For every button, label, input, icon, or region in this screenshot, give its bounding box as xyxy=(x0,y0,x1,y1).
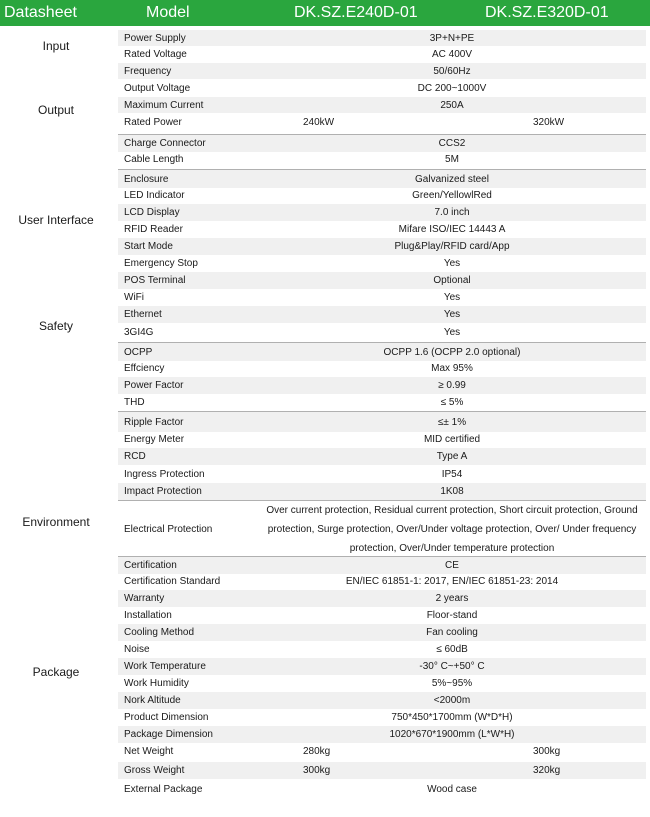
row-parameter: Ingress Protection xyxy=(124,468,205,480)
table-row xyxy=(118,590,646,607)
row-parameter: Noise xyxy=(124,644,150,655)
table-row xyxy=(118,255,646,272)
row-value: DC 200~1000V xyxy=(417,82,487,94)
table-row xyxy=(118,709,646,726)
table-row xyxy=(118,169,646,188)
table-row xyxy=(118,675,646,692)
row-value-model-2: 320kW xyxy=(533,116,565,128)
row-parameter: Net Weight xyxy=(124,746,174,757)
table-row xyxy=(118,63,646,79)
table-row xyxy=(118,726,646,743)
row-value: Green/YellowlRed xyxy=(412,190,492,201)
row-value-model-2: 300kg xyxy=(533,746,561,757)
table-row xyxy=(118,556,646,574)
table-row xyxy=(118,30,646,46)
table-row xyxy=(118,500,646,558)
header-datasheet: Datasheet xyxy=(4,4,77,21)
group-safety: Safety xyxy=(38,319,74,333)
table-row xyxy=(118,360,646,377)
group-output: Output xyxy=(37,103,75,117)
table-row xyxy=(118,306,646,323)
row-value: Yes xyxy=(443,258,461,269)
row-parameter: Power Supply xyxy=(124,32,186,44)
table-row xyxy=(118,97,646,113)
row-parameter: Impact Protection xyxy=(124,486,202,497)
row-value: IP54 xyxy=(441,468,463,480)
table-row xyxy=(118,151,646,168)
row-value: EN/IEC 61851-1: 2017, EN/IEC 61851-23: 2014 xyxy=(345,576,559,587)
row-parameter: Maximum Current xyxy=(124,99,204,111)
table-row xyxy=(118,483,646,500)
table-row xyxy=(118,658,646,675)
row-value-model-1: 300kg xyxy=(303,765,331,776)
row-value: 2 years xyxy=(435,593,469,604)
table-row xyxy=(118,221,646,238)
row-value: ≤± 1% xyxy=(437,416,467,428)
row-value: Mifare ISO/IEC 14443 A xyxy=(398,224,506,235)
row-value: 3P+N+PE xyxy=(429,32,475,44)
row-value: 1K08 xyxy=(440,486,464,497)
table-row xyxy=(118,762,646,779)
row-value: Yes xyxy=(443,326,461,338)
row-value: Floor-stand xyxy=(426,610,478,621)
row-parameter: Gross Weight xyxy=(124,765,185,776)
row-parameter: Certification xyxy=(124,560,177,571)
table-row xyxy=(118,289,646,306)
row-parameter: Installation xyxy=(124,610,172,621)
table-header xyxy=(0,0,650,26)
row-parameter: POS Terminal xyxy=(124,275,186,286)
table-row xyxy=(118,411,646,432)
table-row xyxy=(118,394,646,411)
row-value: ≥ 0.99 xyxy=(438,380,466,391)
row-parameter: LED Indicator xyxy=(124,190,185,201)
row-value-model-1: 240kW xyxy=(303,116,335,128)
table-row xyxy=(118,607,646,624)
table-row xyxy=(118,431,646,448)
row-parameter: Effciency xyxy=(124,363,165,374)
header-model: Model xyxy=(146,4,190,21)
row-parameter: Nork Altitude xyxy=(124,695,181,706)
row-parameter: Energy Meter xyxy=(124,434,185,445)
table-row xyxy=(118,134,646,152)
table-row xyxy=(118,272,646,289)
row-parameter: Charge Connector xyxy=(124,138,206,149)
row-parameter: Ethernet xyxy=(124,309,162,320)
group-package: Package xyxy=(32,665,80,679)
row-parameter: THD xyxy=(124,397,145,408)
header-model-2: DK.SZ.E320D-01 xyxy=(485,4,609,21)
row-value: 1020*670*1900mm (L*W*H) xyxy=(389,729,515,740)
table-row xyxy=(118,377,646,394)
row-parameter: Warranty xyxy=(124,593,165,604)
row-value: CE xyxy=(445,560,459,571)
row-value: 750*450*1700mm (W*D*H) xyxy=(391,712,513,723)
group-user-interface: User Interface xyxy=(18,213,94,227)
table-row xyxy=(118,448,646,465)
group-environment: Environment xyxy=(22,515,90,529)
row-value-model-1: 280kg xyxy=(303,746,331,757)
row-value: AC 400V xyxy=(431,48,473,60)
row-parameter: Rated Voltage xyxy=(124,48,187,60)
row-parameter: 3GI4G xyxy=(124,326,154,338)
row-parameter: RFID Reader xyxy=(124,224,183,235)
row-parameter: Electrical Protection xyxy=(124,524,213,535)
table-row xyxy=(118,743,646,760)
row-value: Galvanized steel xyxy=(415,173,489,185)
row-parameter: Start Mode xyxy=(124,241,173,252)
row-value: Optional xyxy=(433,275,471,286)
row-parameter: Frequency xyxy=(124,65,172,77)
row-parameter: Rated Power xyxy=(124,116,182,128)
table-row xyxy=(118,80,646,96)
row-parameter: Work Humidity xyxy=(124,678,189,689)
table-row xyxy=(118,780,646,799)
row-value-model-2: 320kg xyxy=(533,765,561,776)
row-value: Yes xyxy=(443,292,461,303)
group-input: Input xyxy=(42,39,70,53)
row-value: Over current protection, Residual current protection, Short circuit protection, Ground protection, Surge protection, Over/Under voltage protection, Over/ Under frequency protection, Over/Under temperature protection xyxy=(266,505,638,554)
row-parameter: Ripple Factor xyxy=(124,416,184,428)
row-parameter: Enclosure xyxy=(124,173,169,185)
row-parameter: Product Dimension xyxy=(124,712,209,723)
table-row xyxy=(118,641,646,658)
row-parameter: Cable Length xyxy=(124,154,184,165)
row-parameter: LCD Display xyxy=(124,207,180,218)
table-row xyxy=(118,113,646,131)
table-row xyxy=(118,573,646,590)
table-row xyxy=(118,624,646,641)
row-parameter: Output Voltage xyxy=(124,82,191,94)
row-value: Type A xyxy=(436,451,468,462)
row-value: -30° C~+50° C xyxy=(419,661,485,672)
row-value: <2000m xyxy=(433,695,471,706)
row-value: 50/60Hz xyxy=(433,65,471,77)
row-value: Plug&Play/RFID card/App xyxy=(394,241,510,252)
table-row xyxy=(118,46,646,62)
row-value: Max 95% xyxy=(431,363,473,374)
row-parameter: RCD xyxy=(124,451,146,462)
row-parameter: Certification Standard xyxy=(124,576,221,587)
table-row xyxy=(118,323,646,341)
row-value: ≤ 5% xyxy=(440,397,464,408)
row-parameter: Cooling Method xyxy=(124,627,195,638)
row-value: 250A xyxy=(440,99,464,111)
table-row xyxy=(118,187,646,204)
row-value: 5M xyxy=(445,154,459,165)
row-value: 5%~95% xyxy=(431,678,473,689)
table-row xyxy=(118,342,646,361)
row-value: ≤ 60dB xyxy=(436,644,468,655)
row-parameter: External Package xyxy=(124,784,203,795)
table-row xyxy=(118,465,646,483)
table-row xyxy=(118,238,646,255)
row-parameter: Package Dimension xyxy=(124,729,213,740)
row-value: Yes xyxy=(443,309,461,320)
row-value: Wood case xyxy=(427,784,477,795)
row-parameter: Power Factor xyxy=(124,380,184,391)
row-parameter: OCPP xyxy=(124,346,153,358)
row-parameter: WiFi xyxy=(124,292,144,303)
row-value: MID certified xyxy=(423,434,481,445)
table-row xyxy=(118,692,646,709)
header-model-1: DK.SZ.E240D-01 xyxy=(294,4,418,21)
row-parameter: Work Temperature xyxy=(124,661,206,672)
table-row xyxy=(118,204,646,221)
row-value: Fan cooling xyxy=(426,627,478,638)
row-value: OCPP 1.6 (OCPP 2.0 optional) xyxy=(383,346,521,358)
row-value: CCS2 xyxy=(438,138,466,149)
row-parameter: Emergency Stop xyxy=(124,258,198,269)
row-value: 7.0 inch xyxy=(434,207,470,218)
